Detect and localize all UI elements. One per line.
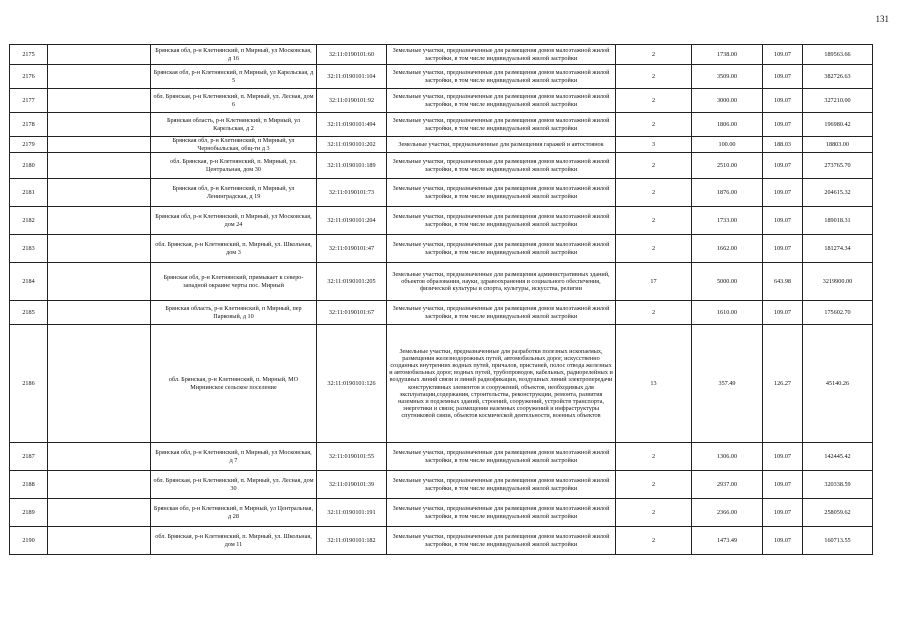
empty-cell [48, 179, 151, 207]
row-number: 2190 [10, 527, 48, 555]
address-cell: обл. Брянская, р-н Клетнянский, п. Мирный, ул. Школьная, дом 11 [151, 527, 317, 555]
table-row [10, 471, 873, 499]
use-group-cell: 3 [616, 137, 692, 153]
cadastral-number-cell: 32:11:0190101:73 [317, 179, 387, 207]
specific-value-cell: 109.07 [763, 113, 803, 137]
address-cell: Брянская обл, р-н Клетнянский, п Мирный, ул Центральная, д 28 [151, 499, 317, 527]
registry-body [10, 45, 873, 555]
empty-cell [48, 207, 151, 235]
area-cell: 5000.00 [692, 263, 763, 301]
permitted-use-cell: Земельные участки, предназначенные для разработки полезных ископаемых, размещения железнодорожных путей, автомобильных дорог, искусственно созданных внутренних водных путей, причалов, пристаней, полос отвода железных и автомобильных дорог, водных путей, трубопроводов, кабельных, радиорелейных и воздушных линий связи и линий радиофикации, воздушных линий электропередачи конструктивных элементов и сооружений, объектов, необходимых для эксплуатации,содержания, строительства, реконструкции, ремонта, развития наземных и подземных зданий, строений, сооружений, устройств транспорта, энергетики и связи; размещения наземных сооружений и инфраструктуры спутниковой связи, объектов космической деятельности, военных объектов [387, 325, 616, 443]
cadastral-number-cell: 32:11:0190101:494 [317, 113, 387, 137]
cadastral-value-cell: 327210.00 [803, 89, 873, 113]
area-cell: 1610.00 [692, 301, 763, 325]
cadastral-value-cell: 142445.42 [803, 443, 873, 471]
permitted-use-cell: Земельные участки, предназначенные для размещения административных зданий, объектов образования, науки, здравоохранения и социального обеспечения, физической культуры и спорта, культуры, искусства, религии [387, 263, 616, 301]
table-row [10, 65, 873, 89]
row-number: 2183 [10, 235, 48, 263]
row-number: 2182 [10, 207, 48, 235]
use-group-cell: 2 [616, 207, 692, 235]
table-row [10, 527, 873, 555]
empty-cell [48, 235, 151, 263]
table-row [10, 443, 873, 471]
address-cell: Брянская обл, р-н Клетнянский, примыкает к северо-западной окраине черты пос. Мирный [151, 263, 317, 301]
area-cell: 1876.00 [692, 179, 763, 207]
use-group-cell: 2 [616, 471, 692, 499]
row-number: 2178 [10, 113, 48, 137]
specific-value-cell: 109.07 [763, 179, 803, 207]
area-cell: 1306.00 [692, 443, 763, 471]
permitted-use-cell: Земельные участки, предназначенные для размещения домов малоэтажной жилой застройки, в том числе индивидуальной жилой застройки [387, 527, 616, 555]
use-group-cell: 17 [616, 263, 692, 301]
specific-value-cell: 109.07 [763, 235, 803, 263]
address-cell: Брянская область, р-н Клетнянский, п Мирный, ул Карельская, д 2 [151, 113, 317, 137]
area-cell: 2510.00 [692, 153, 763, 179]
use-group-cell: 13 [616, 325, 692, 443]
cadastral-number-cell: 32:11:0190101:204 [317, 207, 387, 235]
use-group-cell: 2 [616, 443, 692, 471]
cadastral-value-cell: 189563.66 [803, 45, 873, 65]
table-row [10, 207, 873, 235]
address-cell: обл. Брянская, р-н Клетнянский, п. Мирный, ул. Лесная, дом 6 [151, 89, 317, 113]
specific-value-cell: 109.07 [763, 527, 803, 555]
row-number: 2180 [10, 153, 48, 179]
permitted-use-cell: Земельные участки, предназначенные для размещения домов малоэтажной жилой застройки, в том числе индивидуальной жилой застройки [387, 471, 616, 499]
use-group-cell: 2 [616, 527, 692, 555]
empty-cell [48, 325, 151, 443]
empty-cell [48, 443, 151, 471]
cadastral-value-cell: 196980.42 [803, 113, 873, 137]
cadastral-value-cell: 204615.32 [803, 179, 873, 207]
specific-value-cell: 643.98 [763, 263, 803, 301]
cadastral-number-cell: 32:11:0190101:205 [317, 263, 387, 301]
address-cell: Брянская обл, р-н Клетнянский, п Мирный, ул Ленинградская, д 19 [151, 179, 317, 207]
cadastral-number-cell: 32:11:0190101:39 [317, 471, 387, 499]
address-cell: обл. Брянская, р-н Клетнянский, п. Мирный, ул. Центральная, дом 30 [151, 153, 317, 179]
area-cell: 1473.49 [692, 527, 763, 555]
permitted-use-cell: Земельные участки, предназначенные для размещения домов малоэтажной жилой застройки, в том числе индивидуальной жилой застройки [387, 113, 616, 137]
empty-cell [48, 263, 151, 301]
specific-value-cell: 126.27 [763, 325, 803, 443]
row-number: 2185 [10, 301, 48, 325]
table-row [10, 301, 873, 325]
use-group-cell: 2 [616, 65, 692, 89]
cadastral-value-cell: 160713.55 [803, 527, 873, 555]
specific-value-cell: 109.07 [763, 471, 803, 499]
permitted-use-cell: Земельные участки, предназначенные для размещения домов малоэтажной жилой застройки, в том числе индивидуальной жилой застройки [387, 443, 616, 471]
row-number: 2186 [10, 325, 48, 443]
permitted-use-cell: Земельные участки, предназначенные для размещения домов малоэтажной жилой застройки, в том числе индивидуальной жилой застройки [387, 45, 616, 65]
cadastral-value-cell: 18803.00 [803, 137, 873, 153]
table-row [10, 45, 873, 65]
area-cell: 1662.00 [692, 235, 763, 263]
specific-value-cell: 109.07 [763, 443, 803, 471]
use-group-cell: 2 [616, 179, 692, 207]
cadastral-number-cell: 32:11:0190101:67 [317, 301, 387, 325]
use-group-cell: 2 [616, 45, 692, 65]
permitted-use-cell: Земельные участки, предназначенные для размещения гаражей и автостоянок [387, 137, 616, 153]
area-cell: 1806.00 [692, 113, 763, 137]
specific-value-cell: 109.07 [763, 89, 803, 113]
specific-value-cell: 188.03 [763, 137, 803, 153]
address-cell: Брянская обл, р-н Клетнянский, п Мирный, ул Карельская, д 5 [151, 65, 317, 89]
cadastral-number-cell: 32:11:0190101:189 [317, 153, 387, 179]
permitted-use-cell: Земельные участки, предназначенные для размещения домов малоэтажной жилой застройки, в том числе индивидуальной жилой застройки [387, 235, 616, 263]
permitted-use-cell: Земельные участки, предназначенные для размещения домов малоэтажной жилой застройки, в том числе индивидуальной жилой застройки [387, 65, 616, 89]
table-row [10, 325, 873, 443]
cadastral-value-cell: 382726.63 [803, 65, 873, 89]
cadastral-value-cell: 3219900.00 [803, 263, 873, 301]
empty-cell [48, 153, 151, 179]
area-cell: 1738.00 [692, 45, 763, 65]
table-row [10, 179, 873, 207]
cadastral-number-cell: 32:11:0190101:55 [317, 443, 387, 471]
table-row [10, 235, 873, 263]
specific-value-cell: 109.07 [763, 499, 803, 527]
table-row [10, 89, 873, 113]
cadastral-value-cell: 273765.70 [803, 153, 873, 179]
empty-cell [48, 89, 151, 113]
use-group-cell: 2 [616, 113, 692, 137]
empty-cell [48, 499, 151, 527]
area-cell: 2937.00 [692, 471, 763, 499]
table-row [10, 153, 873, 179]
registry-table [9, 44, 873, 555]
cadastral-value-cell: 45140.26 [803, 325, 873, 443]
row-number: 2179 [10, 137, 48, 153]
address-cell: обл. Брянская, р-н Клетнянский, п. Мирный, ул. Школьная, дом 3 [151, 235, 317, 263]
specific-value-cell: 109.07 [763, 207, 803, 235]
cadastral-value-cell: 181274.34 [803, 235, 873, 263]
use-group-cell: 2 [616, 89, 692, 113]
cadastral-number-cell: 32:11:0190101:60 [317, 45, 387, 65]
address-cell: Брянская обл, р-н Клетнянский, п Мирный, ул Московская, д 16 [151, 45, 317, 65]
address-cell: Брянская обл, р-н Клетнянский, п Мирный, ул Московская, д 7 [151, 443, 317, 471]
specific-value-cell: 109.07 [763, 301, 803, 325]
row-number: 2184 [10, 263, 48, 301]
cadastral-number-cell: 32:11:0190101:126 [317, 325, 387, 443]
area-cell: 100.00 [692, 137, 763, 153]
use-group-cell: 2 [616, 301, 692, 325]
permitted-use-cell: Земельные участки, предназначенные для размещения домов малоэтажной жилой застройки, в том числе индивидуальной жилой застройки [387, 89, 616, 113]
permitted-use-cell: Земельные участки, предназначенные для размещения домов малоэтажной жилой застройки, в том числе индивидуальной жилой застройки [387, 499, 616, 527]
area-cell: 1733.00 [692, 207, 763, 235]
cadastral-number-cell: 32:11:0190101:182 [317, 527, 387, 555]
use-group-cell: 2 [616, 499, 692, 527]
row-number: 2176 [10, 65, 48, 89]
area-cell: 2366.00 [692, 499, 763, 527]
permitted-use-cell: Земельные участки, предназначенные для размещения домов малоэтажной жилой застройки, в том числе индивидуальной жилой застройки [387, 179, 616, 207]
specific-value-cell: 109.07 [763, 45, 803, 65]
cadastral-number-cell: 32:11:0190101:191 [317, 499, 387, 527]
row-number: 2175 [10, 45, 48, 65]
table-row [10, 113, 873, 137]
specific-value-cell: 109.07 [763, 65, 803, 89]
empty-cell [48, 65, 151, 89]
cadastral-value-cell: 258059.62 [803, 499, 873, 527]
cadastral-number-cell: 32:11:0190101:202 [317, 137, 387, 153]
cadastral-number-cell: 32:11:0190101:104 [317, 65, 387, 89]
empty-cell [48, 113, 151, 137]
row-number: 2181 [10, 179, 48, 207]
table-row [10, 499, 873, 527]
specific-value-cell: 109.07 [763, 153, 803, 179]
area-cell: 3509.00 [692, 65, 763, 89]
empty-cell [48, 471, 151, 499]
use-group-cell: 2 [616, 235, 692, 263]
address-cell: Брянская область, р-н Клетнянский, п Мирный, пер Парковый, д 10 [151, 301, 317, 325]
row-number: 2187 [10, 443, 48, 471]
table-row [10, 137, 873, 153]
empty-cell [48, 301, 151, 325]
permitted-use-cell: Земельные участки, предназначенные для размещения домов малоэтажной жилой застройки, в том числе индивидуальной жилой застройки [387, 153, 616, 179]
cadastral-number-cell: 32:11:0190101:92 [317, 89, 387, 113]
table-row [10, 263, 873, 301]
address-cell: Брянская обл, р-н Клетнянский, п Мирный, ул Чернобыльская, общ-ти д 3 [151, 137, 317, 153]
permitted-use-cell: Земельные участки, предназначенные для размещения домов малоэтажной жилой застройки, в том числе индивидуальной жилой застройки [387, 207, 616, 235]
cadastral-value-cell: 175602.70 [803, 301, 873, 325]
permitted-use-cell: Земельные участки, предназначенные для размещения домов малоэтажной жилой застройки, в том числе индивидуальной жилой застройки [387, 301, 616, 325]
area-cell: 3000.00 [692, 89, 763, 113]
page-number: 131 [875, 14, 889, 24]
cadastral-number-cell: 32:11:0190101:47 [317, 235, 387, 263]
cadastral-value-cell: 189018.31 [803, 207, 873, 235]
area-cell: 357.49 [692, 325, 763, 443]
cadastral-value-cell: 320338.59 [803, 471, 873, 499]
address-cell: обл. Брянская, р-н Клетнянский, п. Мирный, МО Мирнинское сельское поселение [151, 325, 317, 443]
row-number: 2189 [10, 499, 48, 527]
address-cell: обл. Брянская, р-н Клетнянский, п. Мирный, ул. Лесная, дом 30 [151, 471, 317, 499]
empty-cell [48, 137, 151, 153]
empty-cell [48, 45, 151, 65]
row-number: 2188 [10, 471, 48, 499]
row-number: 2177 [10, 89, 48, 113]
address-cell: Брянская обл, р-н Клетнянский, п Мирный, ул Московская, дом 24 [151, 207, 317, 235]
use-group-cell: 2 [616, 153, 692, 179]
empty-cell [48, 527, 151, 555]
